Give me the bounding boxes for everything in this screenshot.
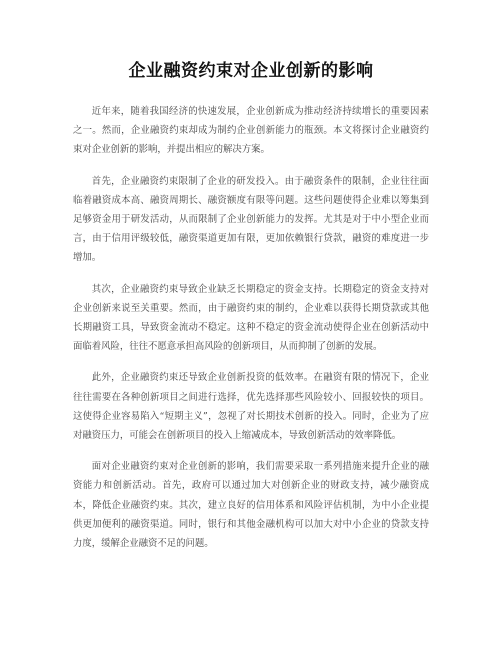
document-body (73, 102, 429, 553)
paragraph-rd-investment: 首先，企业融资约束限制了企业的研发投入。由于融资条件的限制，企业往往面临着融资成本高、融资周期长、融资额度有限等问题。这些问题使得企业难以筹集到足够资金用于研发活动，从而限制了企业创新能力的发挥。尤其是对于中小型企业而言，由于信用评级较低，融资渠道更加有限，更加依赖银行贷款，融资的难度进一步增加。 (73, 175, 429, 264)
paragraph-solutions: 面对企业融资约束对企业创新的影响，我们需要采取一系列措施来提升企业的融资能力和创新活动。首先，政府可以通过加大对创新企业的财政支持，减少融资成本，降低企业融资约束。其次，建立良好的信用体系和风险评估机制，为中小企业提供更加便利的融资渠道。同时，银行和其他金融机构可以加大对中小企业的贷款支持力度，缓解企业融资不足的问题。 (73, 461, 429, 550)
paragraph-investment-efficiency: 此外，企业融资约束还导致企业创新投资的低效率。在融资有限的情况下，企业往往需要在各种创新项目之间进行选择，优先选择那些风险较小、回报较快的项目。这使得企业容易陷入“短期主义”，忽视了对长期技术创新的投入。同时，企业为了应对融资压力，可能会在创新项目的投入上缩减成本，导致创新活动的效率降低。 (73, 372, 429, 442)
document-title: 企业融资约束对企业创新的影响 (128, 61, 374, 81)
paragraph-long-term-funding: 其次，企业融资约束导致企业缺乏长期稳定的资金支持。长期稳定的资金支持对企业创新来说至关重要。然而，由于融资约束的制约，企业难以获得长期贷款或其他长期融资工具，导致资金流动不稳定。这种不稳定的资金流动使得企业在创新活动中面临着风险，往往不愿意承担高风险的创新项目，从而抑制了创新的发展。 (73, 283, 429, 353)
paragraph-intro: 近年来，随着我国经济的快速发展，企业创新成为推动经济持续增长的重要因素之一。然而，企业融资约束却成为制约企业创新能力的瓶颈。本文将探讨企业融资约束对企业创新的影响，并提出相应的解决方案。 (73, 106, 429, 156)
